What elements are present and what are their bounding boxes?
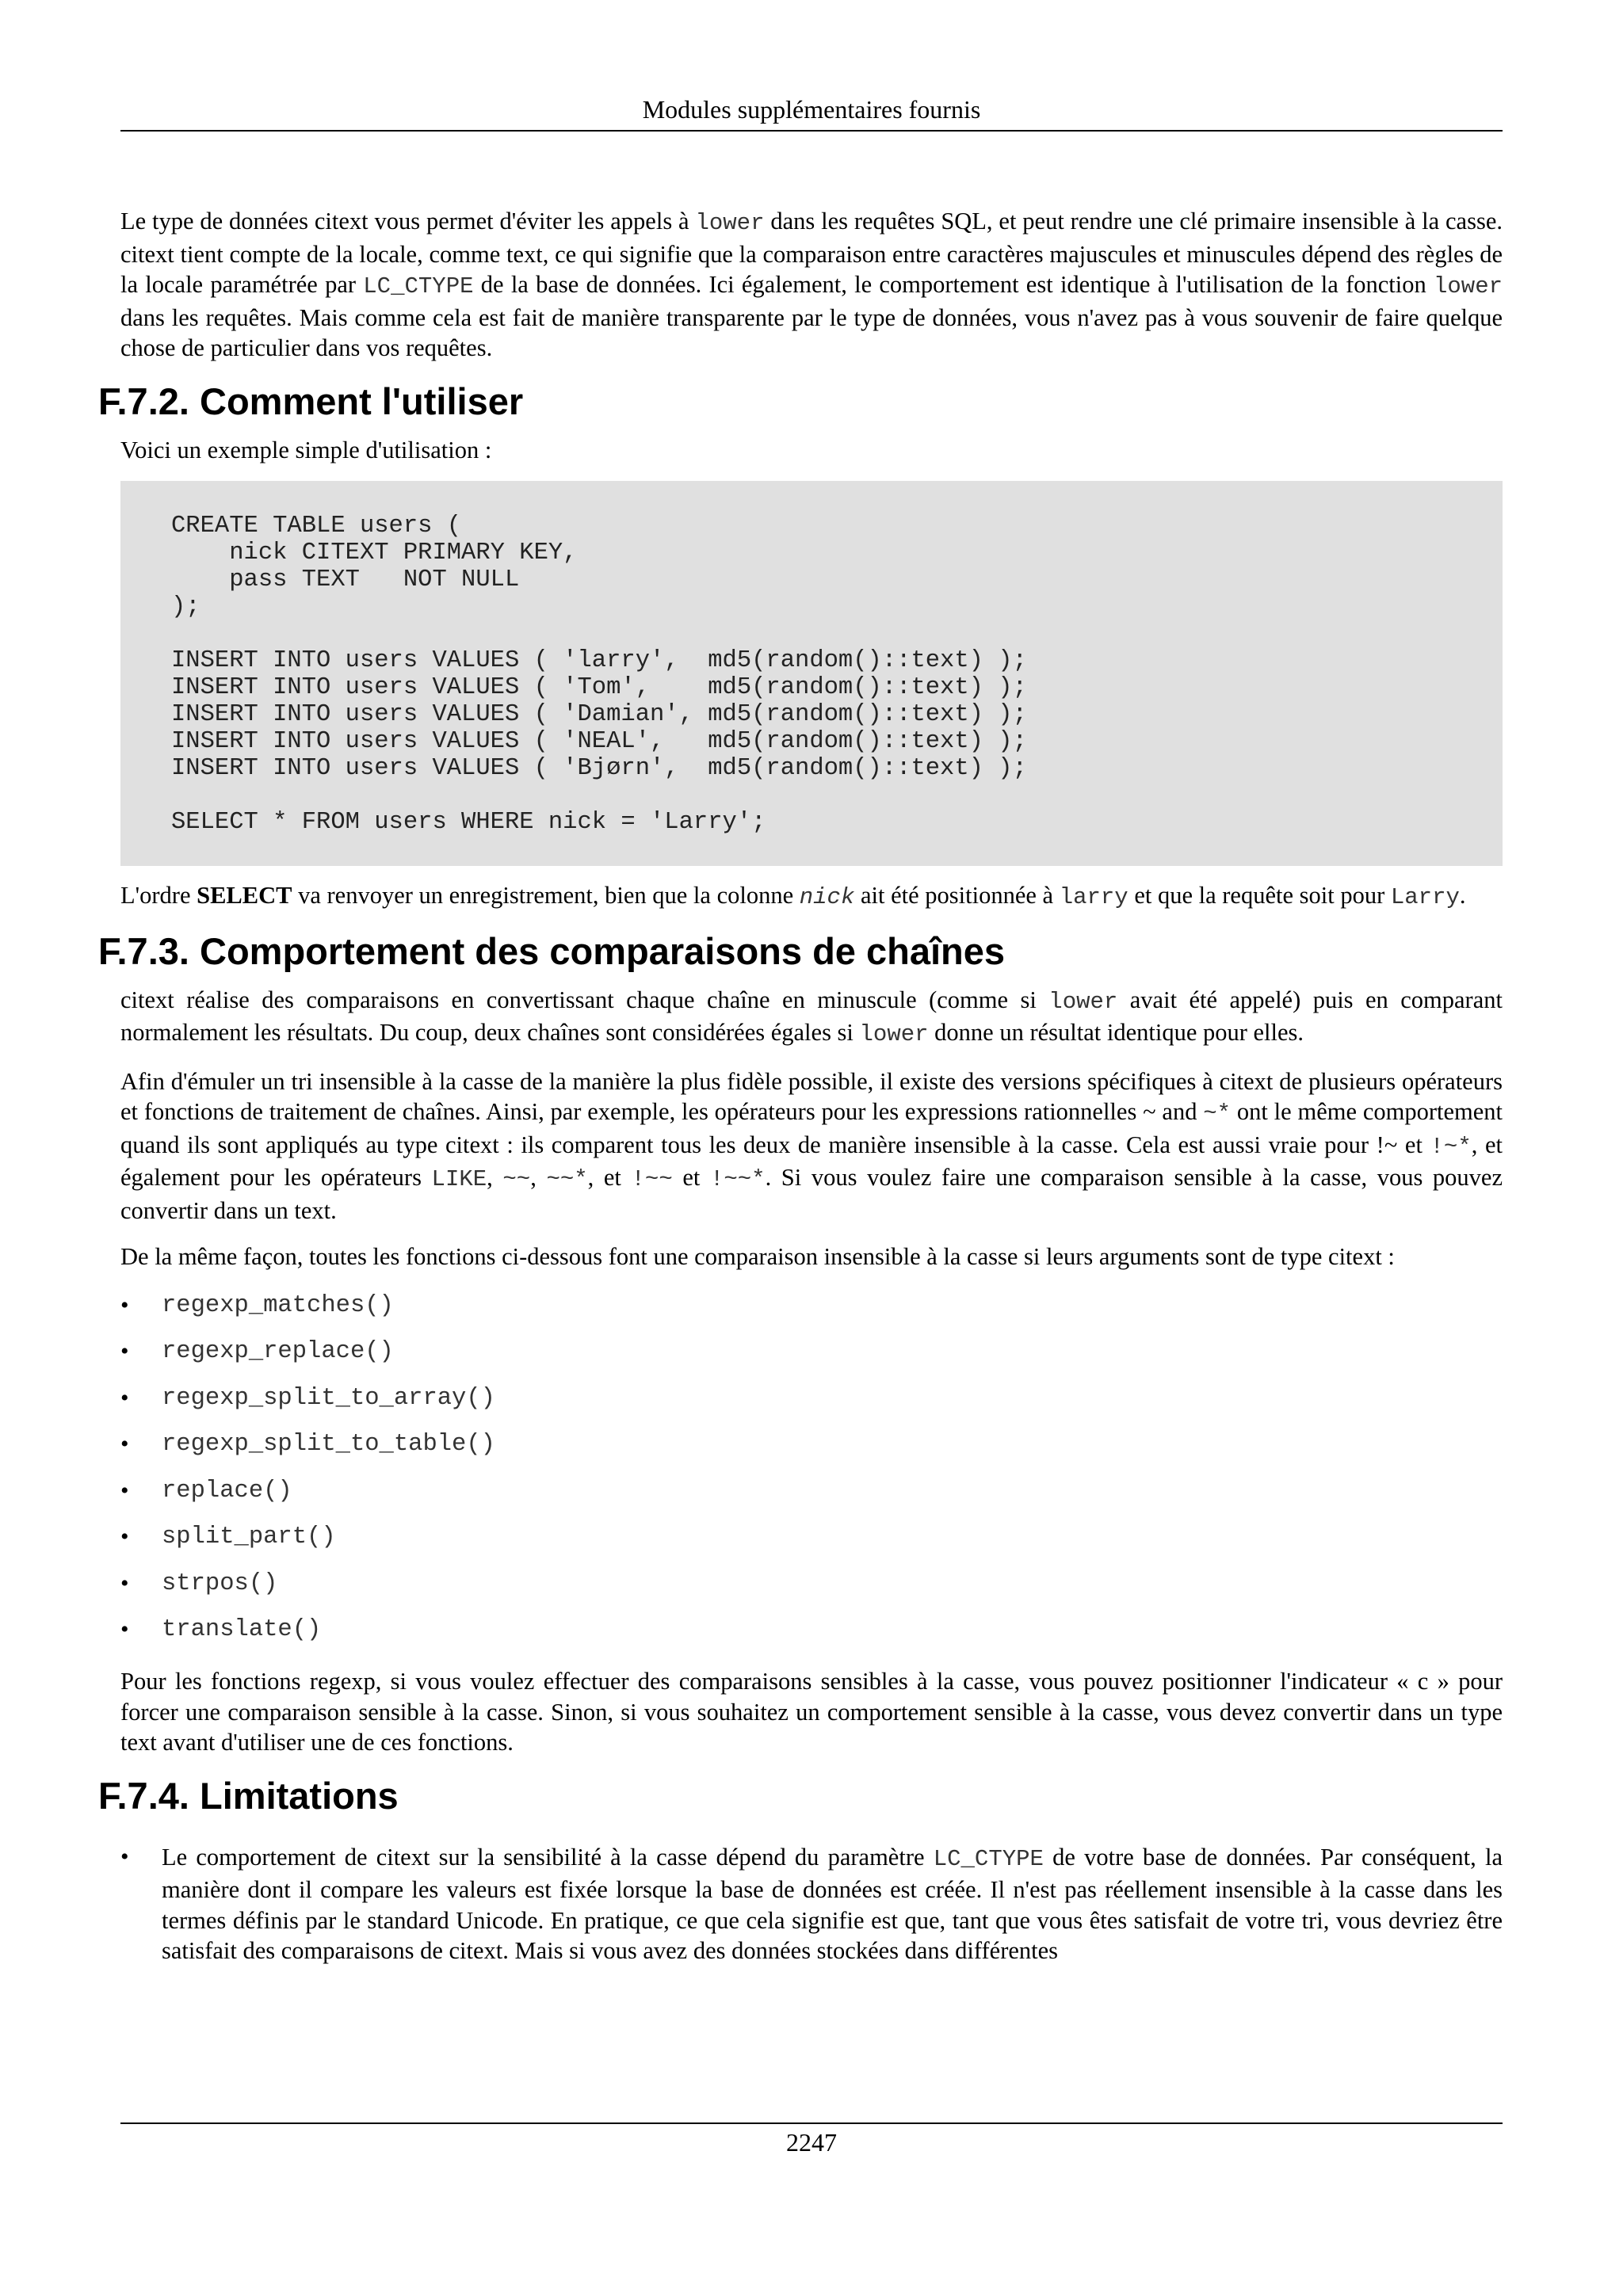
comparison-paragraph-2: [120, 1066, 1503, 1226]
inline-code: larry: [1059, 884, 1128, 910]
section-heading-limitations: F.7.4. Limitations: [98, 1774, 399, 1817]
text-run: dans les requêtes SQL, et peut rendre une clé primaire insensible à la casse. citext tient compte de la locale, comme text, ce qui signifie que la comparaison entre caractères majuscules et minuscules dépend des règles de la locale paramétrée par: [120, 208, 1503, 298]
inline-code: LC_CTYPE: [933, 1845, 1044, 1872]
inline-code: Larry: [1390, 884, 1460, 910]
text-run: dans les requêtes. Mais comme cela est fait de manière transparente par le type de données, vous n'avez pas à vous souvenir de faire quelque chose de particulier dans vos requêtes.: [120, 303, 1503, 361]
text-run: de la base de données. Ici également, le comportement est identique à l'utilisation de la fonction: [473, 271, 1434, 298]
inline-code: nick: [799, 884, 855, 910]
usage-intro: Voici un exemple simple d'utilisation :: [120, 436, 492, 463]
text-run: et que la requête soit pour: [1128, 882, 1391, 909]
intro-paragraph: [120, 206, 1503, 364]
list-item: • regexp_split_to_table(): [120, 1428, 1503, 1460]
text-run: L'ordre: [120, 882, 197, 909]
text-run: Le type de données citext vous permet d'éviter les appels à: [120, 208, 696, 235]
text-run: . Si vous voulez faire une comparaison sensible à la casse, vous pouvez convertir dans un text.: [120, 1164, 1503, 1224]
list-item: • translate(): [120, 1614, 1503, 1646]
page-number: 2247: [786, 2128, 837, 2157]
footer-rule: [120, 2122, 1503, 2124]
limitations-list: [120, 1842, 1503, 1966]
inline-code: lower: [1048, 988, 1118, 1015]
list-item: • split_part(): [120, 1521, 1503, 1553]
list-item: • replace(): [120, 1475, 1503, 1507]
bold-keyword: SELECT: [197, 882, 292, 909]
inline-code: LC_CTYPE: [363, 273, 474, 299]
text-run: citext réalise des comparaisons en convertissant chaque chaîne en minuscule (comme si: [120, 986, 1049, 1013]
inline-code: LIKE: [431, 1166, 487, 1192]
page-header: Modules supplémentaires fournis: [120, 93, 1503, 132]
comparison-paragraph-4: Pour les fonctions regexp, si vous voulez effectuer des comparaisons sensibles à la casse, vous pouvez positionner l'indicateur « c » pour forcer une comparaison sensible à la casse. Sinon, si vous souhaitez un comportement sensible à la casse, vous devez convertir dans un type text avant d'utiliser une de ces fonctions.: [120, 1668, 1503, 1756]
comparison-paragraph-3: De la même façon, toutes les fonctions ci-dessous font une comparaison insensible à la casse si leurs arguments sont de type citext :: [120, 1243, 1395, 1270]
section-heading-usage: F.7.2. Comment l'utiliser: [98, 379, 524, 422]
text-run: donne un résultat identique pour elles.: [928, 1019, 1304, 1046]
list-item: • strpos(): [120, 1568, 1503, 1600]
text-run: ,: [530, 1164, 547, 1191]
inline-code: lower: [859, 1021, 929, 1047]
inline-code: ~*: [1203, 1100, 1232, 1127]
text-run: de votre base de données. Par conséquent, la manière dont il compare les valeurs est fixée lorsque la base de données est créée. Il n'est pas réellement insensible à la casse dans les termes définis par le standard Unicode. En pratique, ce que cela signifie est que, tant que vous êtes satisfait de votre tri, vous devriez être satisfait des comparaisons de citext. Mais si vous avez des données stockées dans différentes: [162, 1843, 1503, 1964]
list-item: • regexp_replace(): [120, 1336, 1503, 1367]
text-run: et: [672, 1164, 710, 1191]
inline-code: lower: [1433, 273, 1503, 299]
text-run: ait été positionnée à: [854, 882, 1060, 909]
code-example: CREATE TABLE users ( nick CITEXT PRIMARY KEY, pass TEXT NOT NULL ); INSERT INTO users VALUES ( 'larry', md5(random()::text) ); INSERT INTO users VALUES ( 'Tom', md5(random()::text) ); INSERT INTO users VALUES ( 'Damian', md5(random()::text) ); INSERT INTO users VALUES ( 'NEAL', md5(random()::text) ); INSERT INTO users VALUES ( 'Bjørn', md5(random()::text) ); SELECT * FROM users WHERE nick = 'Larry';: [120, 481, 1503, 866]
comparison-paragraph-1: [120, 985, 1503, 1051]
section-heading-comparisons: F.7.3. Comportement des comparaisons de chaînes: [98, 929, 1006, 972]
text-run: ,: [487, 1164, 503, 1191]
text-run: avait été appelé) puis en comparant normalement les résultats. Du coup, deux chaînes sont considérées égales si: [120, 986, 1503, 1046]
inline-code: ~~*: [546, 1166, 588, 1192]
list-item: • regexp_matches(): [120, 1290, 1503, 1322]
text-run: ont le même comportement quand ils sont appliqués au type citext : ils comparent tous les deux de manière insensible à la casse. Cela est aussi vraie pour !~ et: [120, 1098, 1503, 1158]
function-list: [120, 1290, 1503, 1646]
text-run: Afin d'émuler un tri insensible à la casse de la manière la plus fidèle possible, il existe des versions spécifiques à citext de plusieurs opérateurs et fonctions de traitement de chaînes. Ainsi, par exemple, les opérateurs pour les expressions rationnelles ~ and: [120, 1067, 1503, 1125]
page-content: [98, 206, 1503, 1966]
list-item: [120, 1842, 1503, 1966]
text-run: , et également pour les opérateurs: [120, 1131, 1503, 1191]
text-run: , et: [587, 1164, 632, 1191]
text-run: Le comportement de citext sur la sensibilité à la casse dépend du paramètre: [162, 1843, 934, 1871]
text-run: va renvoyer un enregistrement, bien que la colonne: [292, 882, 800, 909]
inline-code: !~~: [631, 1166, 673, 1192]
inline-code: ~~: [502, 1166, 531, 1192]
inline-code: !~*: [1430, 1133, 1472, 1160]
inline-code: lower: [695, 210, 765, 236]
text-run: .: [1459, 882, 1466, 909]
list-item: • regexp_split_to_array(): [120, 1383, 1503, 1414]
usage-explanation: [120, 880, 1503, 913]
inline-code: !~~*: [709, 1166, 766, 1192]
